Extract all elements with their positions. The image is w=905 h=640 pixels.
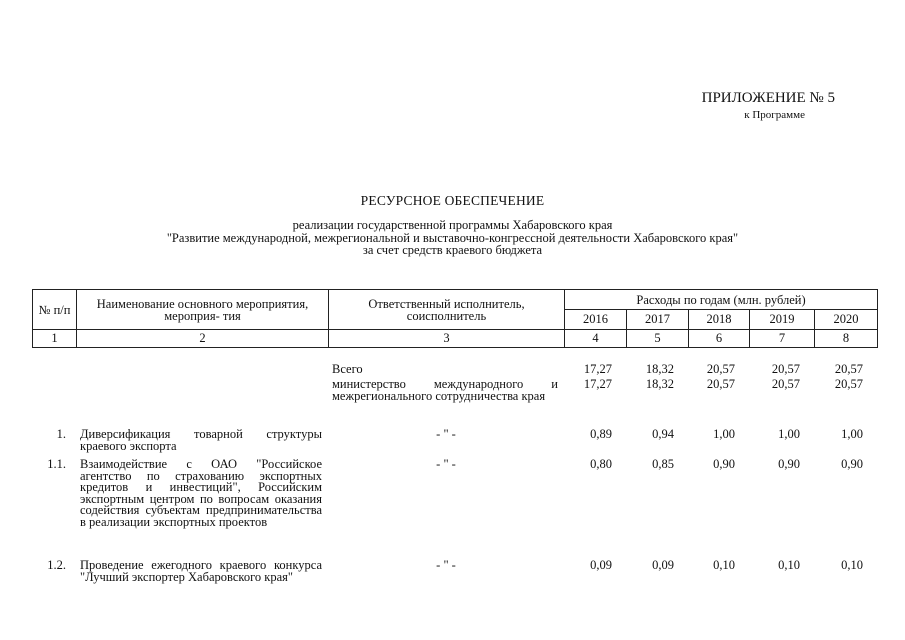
header-year: 2016 — [565, 310, 627, 330]
row-value: 0,09 — [652, 558, 674, 572]
heading-line-3: "Развитие международной, межрегиональной и выставочно-конгрессной деятельности Хабаровского края" — [166, 230, 739, 245]
table-header — [32, 289, 878, 348]
row-value: 1,00 — [841, 427, 863, 441]
row-name: Диверсификация товарной структуры краевого экспорта — [80, 427, 322, 453]
table-body — [32, 361, 877, 599]
header-number: № п/п — [33, 290, 77, 330]
row-value: 0,80 — [590, 457, 612, 471]
row-executor: Всего — [332, 362, 363, 376]
column-number: 5 — [627, 330, 689, 348]
table-row — [32, 426, 877, 458]
row-executor: - " - — [436, 558, 456, 572]
row-name — [76, 378, 328, 426]
table-row — [32, 361, 877, 378]
row-value: 0,85 — [652, 457, 674, 471]
row-value: 20,57 — [706, 362, 735, 376]
row-value: 1,00 — [713, 427, 735, 441]
row-value: 18,32 — [645, 362, 674, 376]
row-value: 0,90 — [713, 457, 735, 471]
row-value: 17,27 — [583, 362, 612, 376]
heading-line-4: за счет средств краевого бюджета — [362, 243, 543, 257]
row-name — [76, 361, 328, 378]
table-row — [32, 559, 877, 599]
header-name: Наименование основного мероприятия, мероприя- тия — [77, 290, 329, 330]
document-heading — [60, 193, 845, 257]
row-value: 0,90 — [841, 457, 863, 471]
row-value: 0,10 — [778, 558, 800, 572]
row-index: 1.2. — [47, 558, 66, 572]
row-index: 1. — [56, 427, 66, 441]
column-number: 3 — [329, 330, 565, 348]
row-value: 0,89 — [590, 427, 612, 441]
header-year: 2020 — [815, 310, 878, 330]
row-value: 20,57 — [771, 362, 800, 376]
row-value: 20,57 — [834, 362, 863, 376]
row-value: 0,90 — [778, 457, 800, 471]
header-year: 2017 — [627, 310, 689, 330]
column-number: 1 — [33, 330, 77, 348]
heading-line-2: реализации государственной программы Хабаровского края — [292, 218, 613, 232]
row-index — [32, 378, 76, 426]
row-value: 20,57 — [706, 377, 735, 391]
header-year: 2018 — [689, 310, 750, 330]
column-number: 6 — [689, 330, 750, 348]
header-costs: Расходы по годам (млн. рублей) — [565, 290, 878, 310]
row-value: 0,94 — [652, 427, 674, 441]
row-value: 0,09 — [590, 558, 612, 572]
row-value: 0,10 — [841, 558, 863, 572]
row-value: 17,27 — [583, 377, 612, 391]
column-number: 4 — [565, 330, 627, 348]
table-row — [32, 458, 877, 559]
row-name: Взаимодействие с ОАО "Российское агентство по страхованию экспортных кредитов и инвестиций", Российским экспортным центром по вопросам оказания содействия субъектам предпринимательства в реализации экспортных проектов — [80, 457, 322, 529]
row-value: 0,10 — [713, 558, 735, 572]
column-number: 2 — [77, 330, 329, 348]
row-value: 18,32 — [645, 377, 674, 391]
appendix-number: ПРИЛОЖЕНИЕ № 5 — [701, 90, 835, 106]
row-value: 20,57 — [834, 377, 863, 391]
row-index — [32, 361, 76, 378]
column-number: 8 — [815, 330, 878, 348]
appendix-subtitle: к Программе — [744, 109, 805, 121]
appendix-block — [640, 90, 835, 122]
document-title: РЕСУРСНОЕ ОБЕСПЕЧЕНИЕ — [360, 193, 545, 208]
row-executor: - " - — [436, 457, 456, 471]
table-row — [32, 378, 877, 426]
row-index: 1.1. — [47, 457, 66, 471]
header-year: 2019 — [750, 310, 815, 330]
row-value: 1,00 — [778, 427, 800, 441]
column-number: 7 — [750, 330, 815, 348]
row-executor: министерство международного и межрегионального сотрудничества края — [332, 377, 558, 403]
row-name: Проведение ежегодного краевого конкурса "Лучший экспортер Хабаровского края" — [80, 558, 322, 584]
row-value: 20,57 — [771, 377, 800, 391]
row-executor: - " - — [436, 427, 456, 441]
header-executor: Ответственный исполнитель, соисполнитель — [329, 290, 565, 330]
